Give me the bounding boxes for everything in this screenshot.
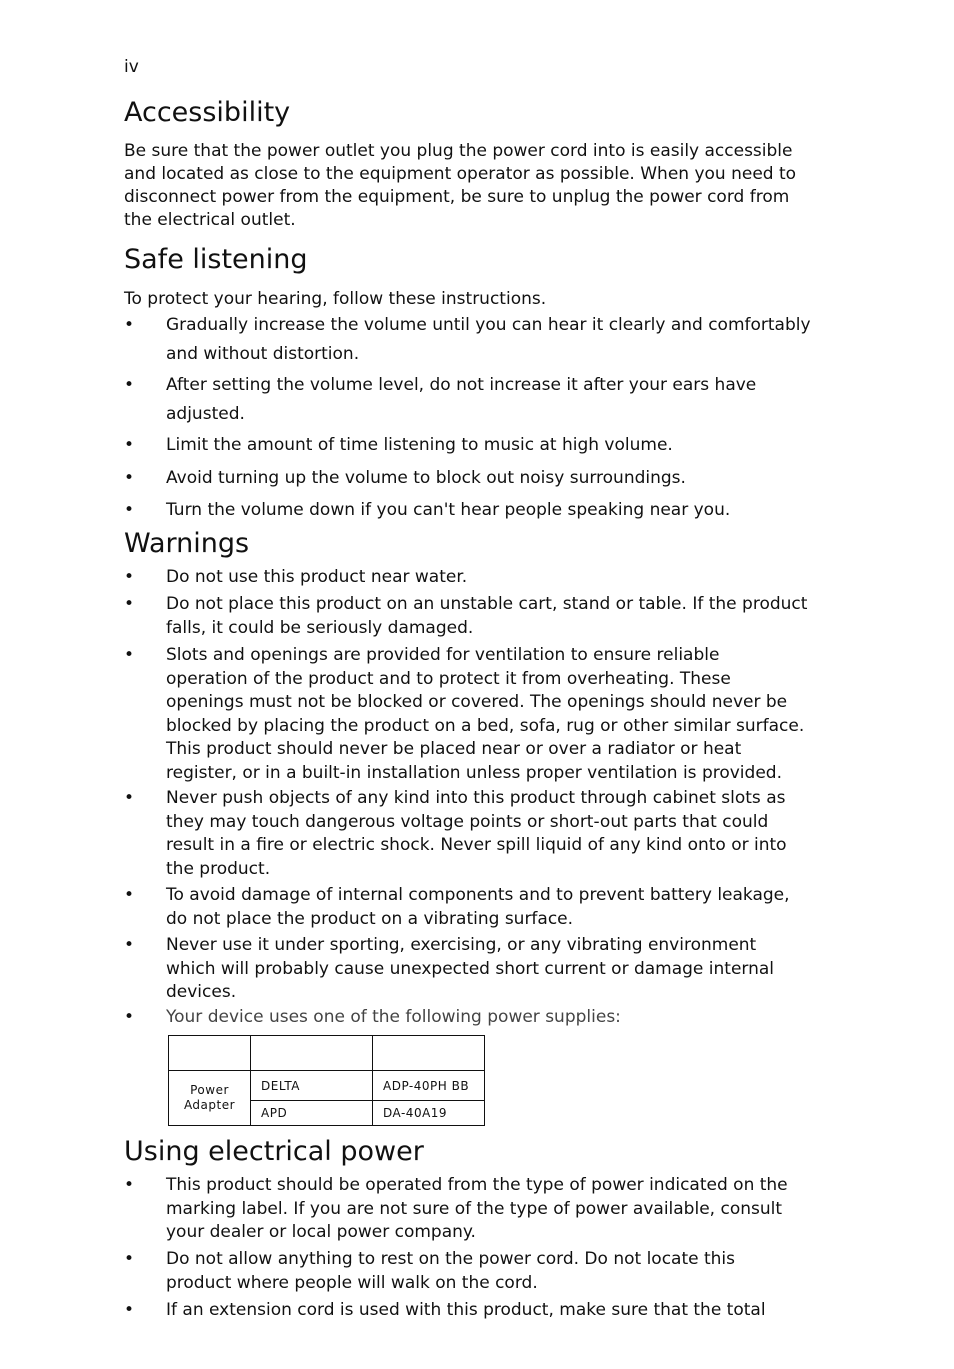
- page-number: iv: [124, 57, 139, 77]
- accessibility-heading: Accessibility: [124, 97, 291, 128]
- text-line: If an extension cord is used with this product, make sure that the total: [166, 1300, 766, 1320]
- bullet-icon: •: [124, 645, 135, 665]
- text-line: the product.: [166, 858, 271, 879]
- power-supply-table: [168, 1035, 485, 1126]
- bullet-icon: •: [124, 1175, 135, 1195]
- table-cell: [169, 1036, 251, 1071]
- text-line: marking label. If you are not sure of the type of power available, consult: [166, 1198, 783, 1219]
- bullet-icon: •: [124, 315, 135, 335]
- bullet-icon: •: [124, 1249, 135, 1269]
- text-line: operation of the product and to protect it from overheating. These: [166, 668, 731, 689]
- text-line: Turn the volume down if you can't hear people speaking near you.: [166, 500, 731, 520]
- text-line: disconnect power from the equipment, be sure to unplug the power cord from: [124, 187, 790, 207]
- bullet-icon: •: [124, 500, 135, 520]
- table-header-row: [169, 1036, 485, 1071]
- text-line: your dealer or local power company.: [166, 1222, 476, 1242]
- bullet-icon: •: [124, 435, 135, 455]
- text-line: devices.: [166, 982, 237, 1002]
- bullet-icon: •: [124, 935, 135, 955]
- bullet-icon: •: [124, 885, 135, 905]
- vendor-cell: DELTA: [251, 1071, 373, 1101]
- table-cell: [373, 1036, 485, 1071]
- text-line: Avoid turning up the volume to block out noisy surroundings.: [166, 468, 686, 488]
- model-cell: ADP-40PH BB: [373, 1071, 485, 1101]
- safe-listening-heading: Safe listening: [124, 244, 308, 275]
- text-line: Never push objects of any kind into this product through cabinet slots as: [166, 788, 786, 808]
- table-cell: [251, 1036, 373, 1071]
- text-line: product where people will walk on the cord.: [166, 1272, 538, 1293]
- text-line: Do not use this product near water.: [166, 567, 468, 587]
- text-line: register, or in a built-in installation unless proper ventilation is provided.: [166, 762, 782, 783]
- bullet-icon: •: [124, 594, 135, 614]
- text-line: Never use it under sporting, exercising, or any vibrating environment: [166, 935, 757, 955]
- text-line: adjusted.: [166, 404, 245, 424]
- text-line: blocked by placing the product on a bed, sofa, rug or other similar surface.: [166, 715, 805, 736]
- text-line: they may touch dangerous voltage points or short-out parts that could: [166, 811, 769, 832]
- safe-listening-intro: To protect your hearing, follow these instructions.: [124, 289, 547, 309]
- text-line: Limit the amount of time listening to music at high volume.: [166, 435, 673, 455]
- text-line: and located as close to the equipment operator as possible. When you need to: [124, 164, 797, 184]
- text-line: openings must not be blocked or covered. The openings should never be: [166, 692, 788, 712]
- bullet-icon: •: [124, 1007, 135, 1027]
- text-line: Do not place this product on an unstable cart, stand or table. If the product: [166, 594, 808, 614]
- text-line: Gradually increase the volume until you can hear it clearly and comfortably: [166, 315, 811, 335]
- text-line: Do not allow anything to rest on the power cord. Do not locate this: [166, 1249, 736, 1269]
- bullet-icon: •: [124, 375, 135, 395]
- accessibility-paragraph: [124, 140, 814, 232]
- text-line: Your device uses one of the following power supplies:: [166, 1007, 621, 1027]
- text-line: and without distortion.: [166, 344, 360, 364]
- power-adapter-label: [169, 1071, 251, 1126]
- bullet-icon: •: [124, 1300, 135, 1320]
- vendor-cell: APD: [251, 1101, 373, 1126]
- text-line: To avoid damage of internal components and to prevent battery leakage,: [166, 885, 790, 905]
- text-line: This product should never be placed near or over a radiator or heat: [166, 739, 742, 759]
- bullet-icon: •: [124, 468, 135, 488]
- bullet-icon: •: [124, 788, 135, 808]
- bullet-icon: •: [124, 567, 135, 587]
- warnings-heading: Warnings: [124, 528, 250, 559]
- text-line: do not place the product on a vibrating surface.: [166, 908, 574, 929]
- table-row: [169, 1071, 485, 1101]
- text-line: result in a fire or electric shock. Never spill liquid of any kind onto or into: [166, 835, 787, 855]
- text-line: This product should be operated from the type of power indicated on the: [166, 1175, 788, 1195]
- text-line: Adapter: [183, 1098, 236, 1112]
- electrical-power-heading: Using electrical power: [124, 1136, 424, 1167]
- text-line: which will probably cause unexpected short current or damage internal: [166, 958, 775, 979]
- text-line: After setting the volume level, do not increase it after your ears have: [166, 375, 757, 395]
- text-line: Be sure that the power outlet you plug the power cord into is easily accessible: [124, 141, 793, 161]
- text-line: Power: [190, 1083, 229, 1097]
- text-line: Slots and openings are provided for ventilation to ensure reliable: [166, 645, 720, 665]
- text-line: falls, it could be seriously damaged.: [166, 617, 474, 638]
- model-cell: DA-40A19: [373, 1101, 485, 1126]
- text-line: the electrical outlet.: [124, 210, 296, 230]
